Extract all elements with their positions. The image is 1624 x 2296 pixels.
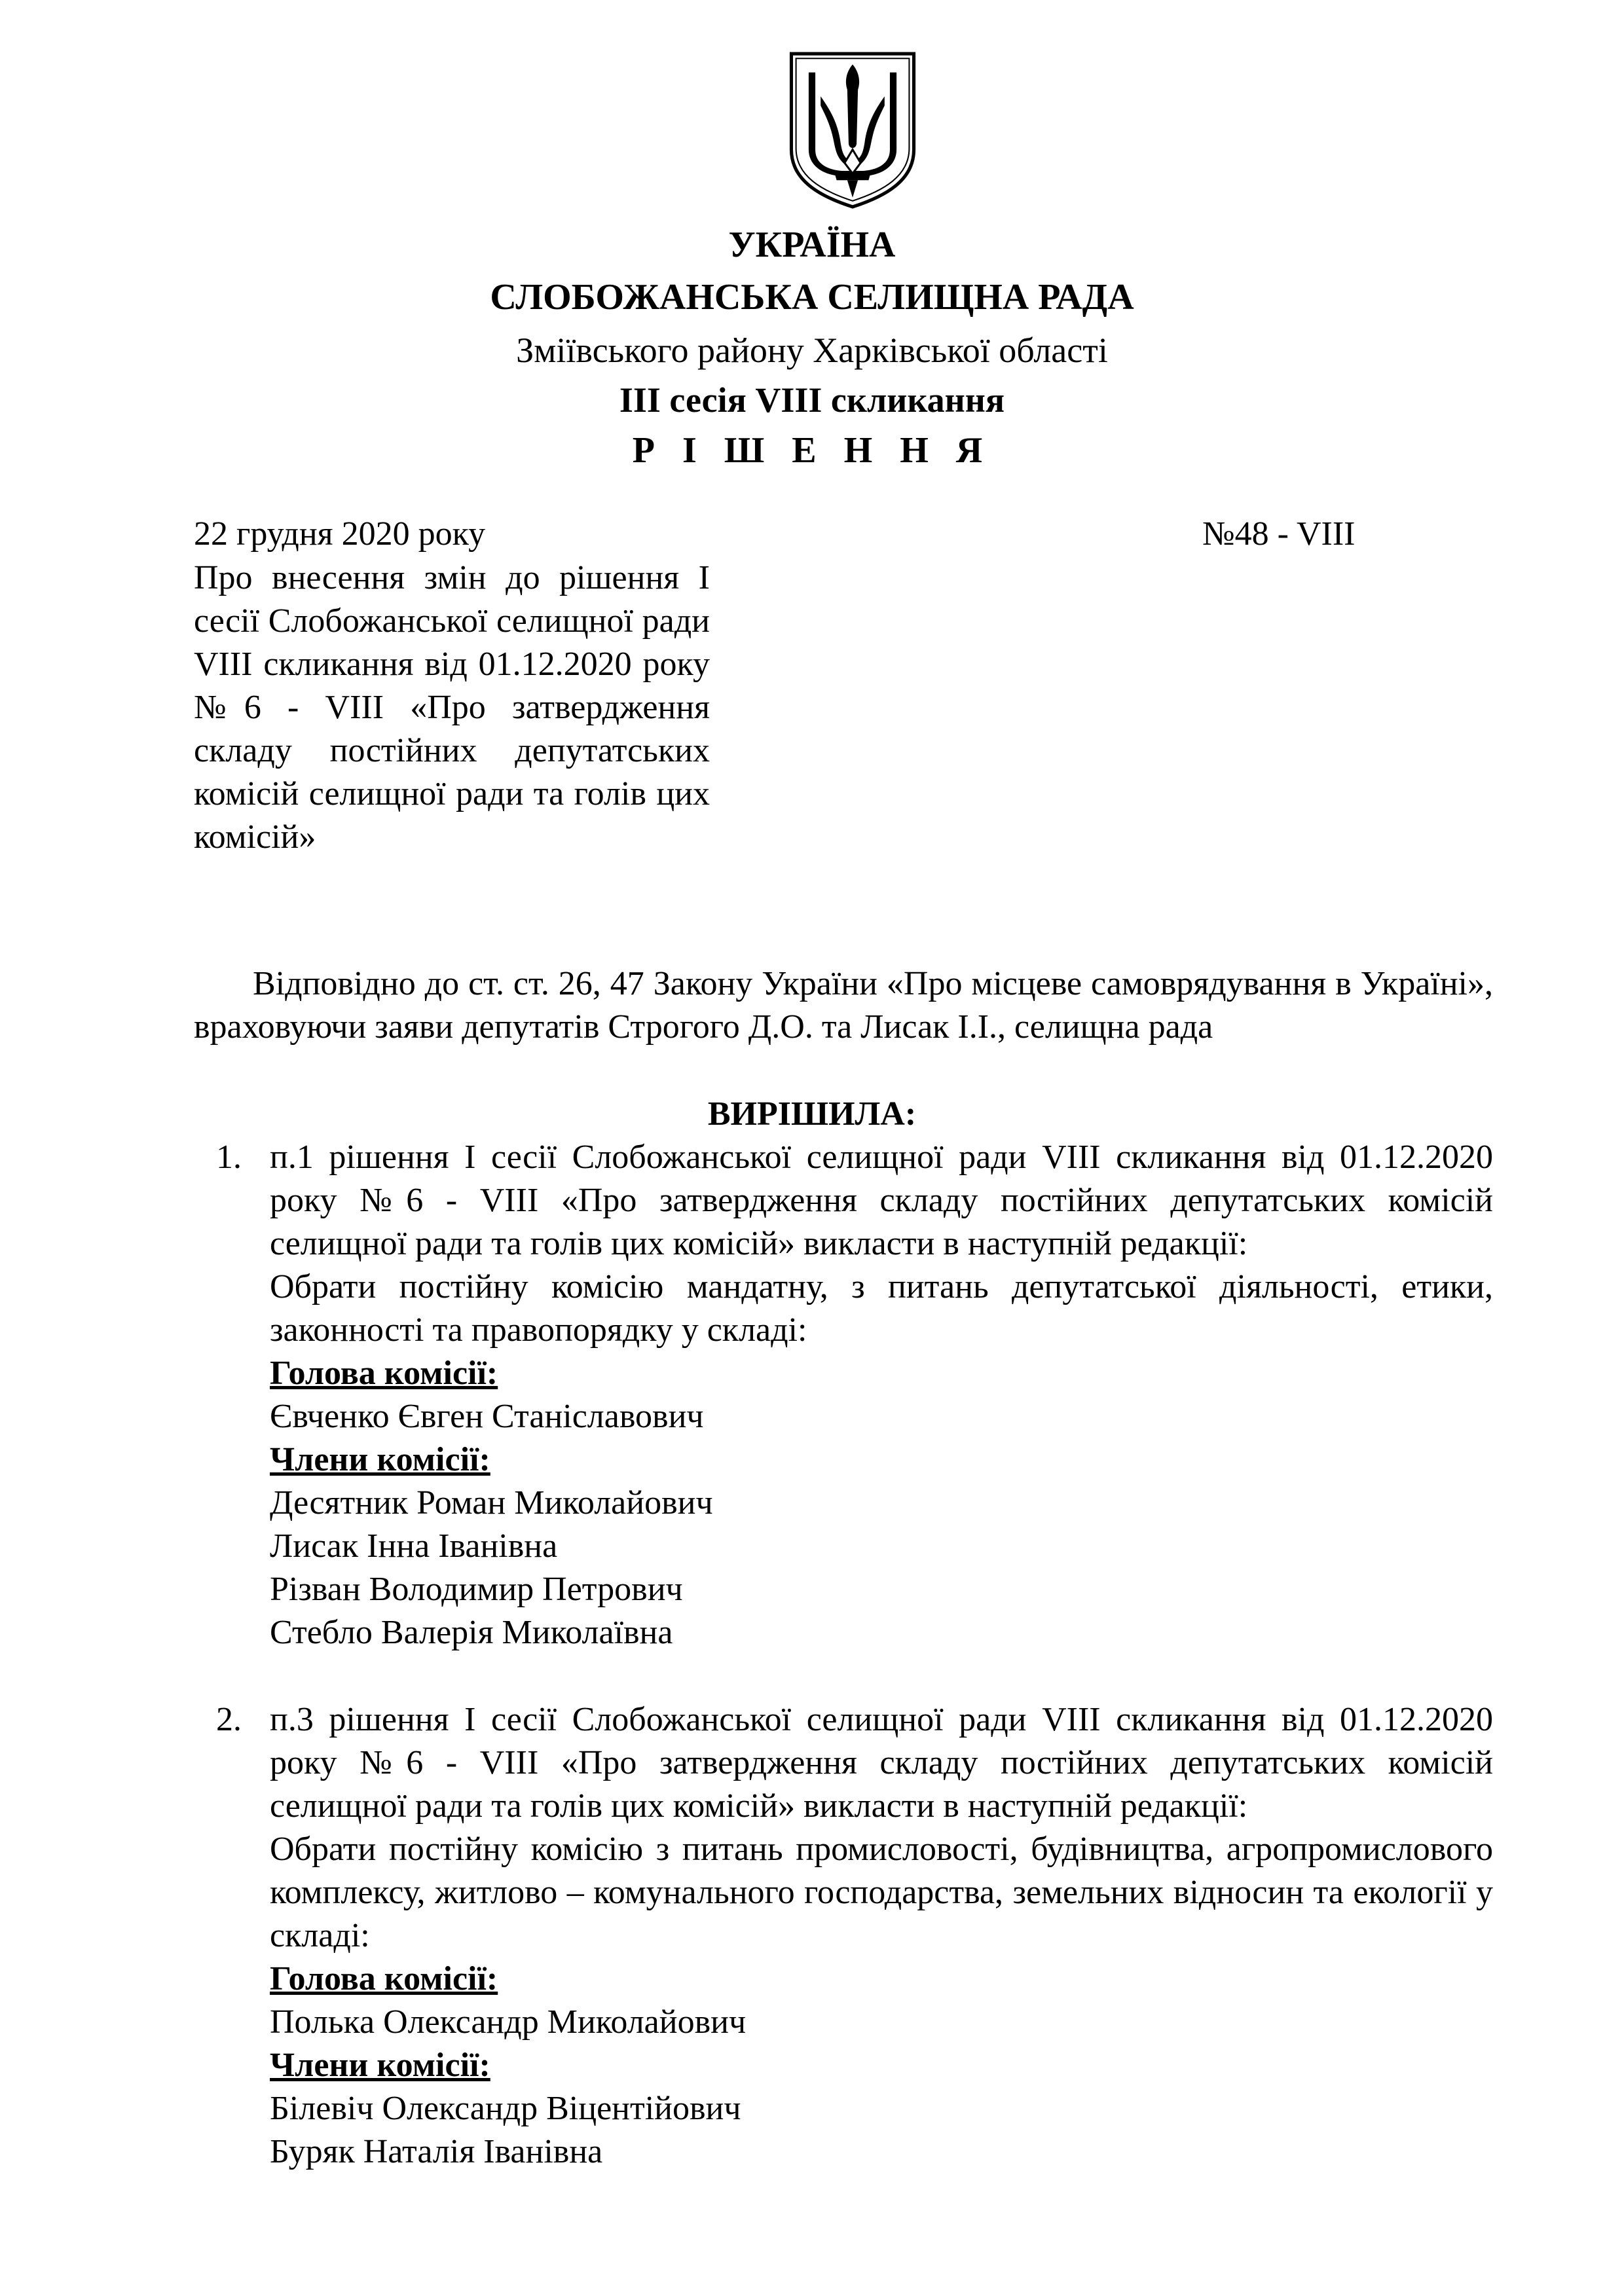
council-heading: СЛОБОЖАНСЬКА СЕЛИЩНА РАДА <box>490 277 1134 318</box>
members-label: Члени комісії: <box>270 1441 490 1478</box>
trident-emblem-icon <box>786 50 919 210</box>
resolved-heading: ВИРІШИЛА: <box>707 1095 917 1133</box>
member-name: Буряк Наталія Іванівна <box>270 2133 603 2170</box>
item-text: п.1 рішення І сесії Слобожанської селищної ради VІІІ скликання від 01.12.2020 року №6 - VIII «Про затвердження складу постійних депутатських комісій селищної ради та голів цих комісій» викласти в наступній редакції: <box>270 1139 1493 1262</box>
decision-number: №48 - VІІІ <box>1202 515 1356 553</box>
session-line: ІІІ сесія VІІІ скликання <box>619 380 1005 420</box>
country-heading: УКРАЇНА <box>728 225 896 265</box>
chair-label: Голова комісії: <box>270 1960 498 1997</box>
commission-description: Обрати постійну комісію мандатну, з питань депутатської діяльності, етики, законності та правопорядку у складі: <box>270 1268 1493 1349</box>
chair-name: Євченко Євген Станіславович <box>270 1398 704 1435</box>
decision-date: 22 грудня 2020 року <box>194 515 486 553</box>
chair-label: Голова комісії: <box>270 1355 498 1392</box>
commission-description: Обрати постійну комісію з питань промисловості, будівництва, агропромислового комплексу, житлово – комунального господарства, земельних відносин та екології у складі: <box>270 1831 1493 1954</box>
district-line: Зміївського району Харківської області <box>516 331 1108 370</box>
chair-name: Полька Олександр Миколайович <box>270 2003 747 2041</box>
members-label: Члени комісії: <box>270 2047 490 2084</box>
preamble-paragraph: Відповідно до ст. ст. 26, 47 Закону України «Про місцеве самоврядування в Україні», враховуючи заяви депутатів Строгого Д.О. та Лисак І.І., селищна рада <box>194 965 1493 1046</box>
resolution-item <box>216 1136 1493 1654</box>
member-name: Різван Володимир Петрович <box>270 1571 683 1608</box>
decision-title: Р І Ш Е Н Н Я <box>632 430 992 471</box>
member-name: Стебло Валерія Миколаївна <box>270 1614 673 1651</box>
item-number: 1. <box>216 1139 242 1176</box>
decision-subject: Про внесення змін до рішення І сесії Слобожанської селищної ради VІІІ скликання від 01.12.2020 року №6 - VIII «Про затвердження складу постійних депутатських комісій селищної ради та голів цих комісій» <box>194 559 710 856</box>
item-number: 2. <box>216 1701 242 1738</box>
member-name: Білевіч Олександр Віцентійович <box>270 2090 741 2127</box>
member-name: Лисак Інна Іванівна <box>270 1527 558 1565</box>
resolution-item <box>216 1698 1493 2174</box>
item-text: п.3 рішення І сесії Слобожанської селищної ради VІІІ скликання від 01.12.2020 року №6 - VIII «Про затвердження складу постійних депутатських комісій селищної ради та голів цих комісій» викласти в наступній редакції: <box>270 1701 1493 1825</box>
member-name: Десятник Роман Миколайович <box>270 1484 713 1522</box>
